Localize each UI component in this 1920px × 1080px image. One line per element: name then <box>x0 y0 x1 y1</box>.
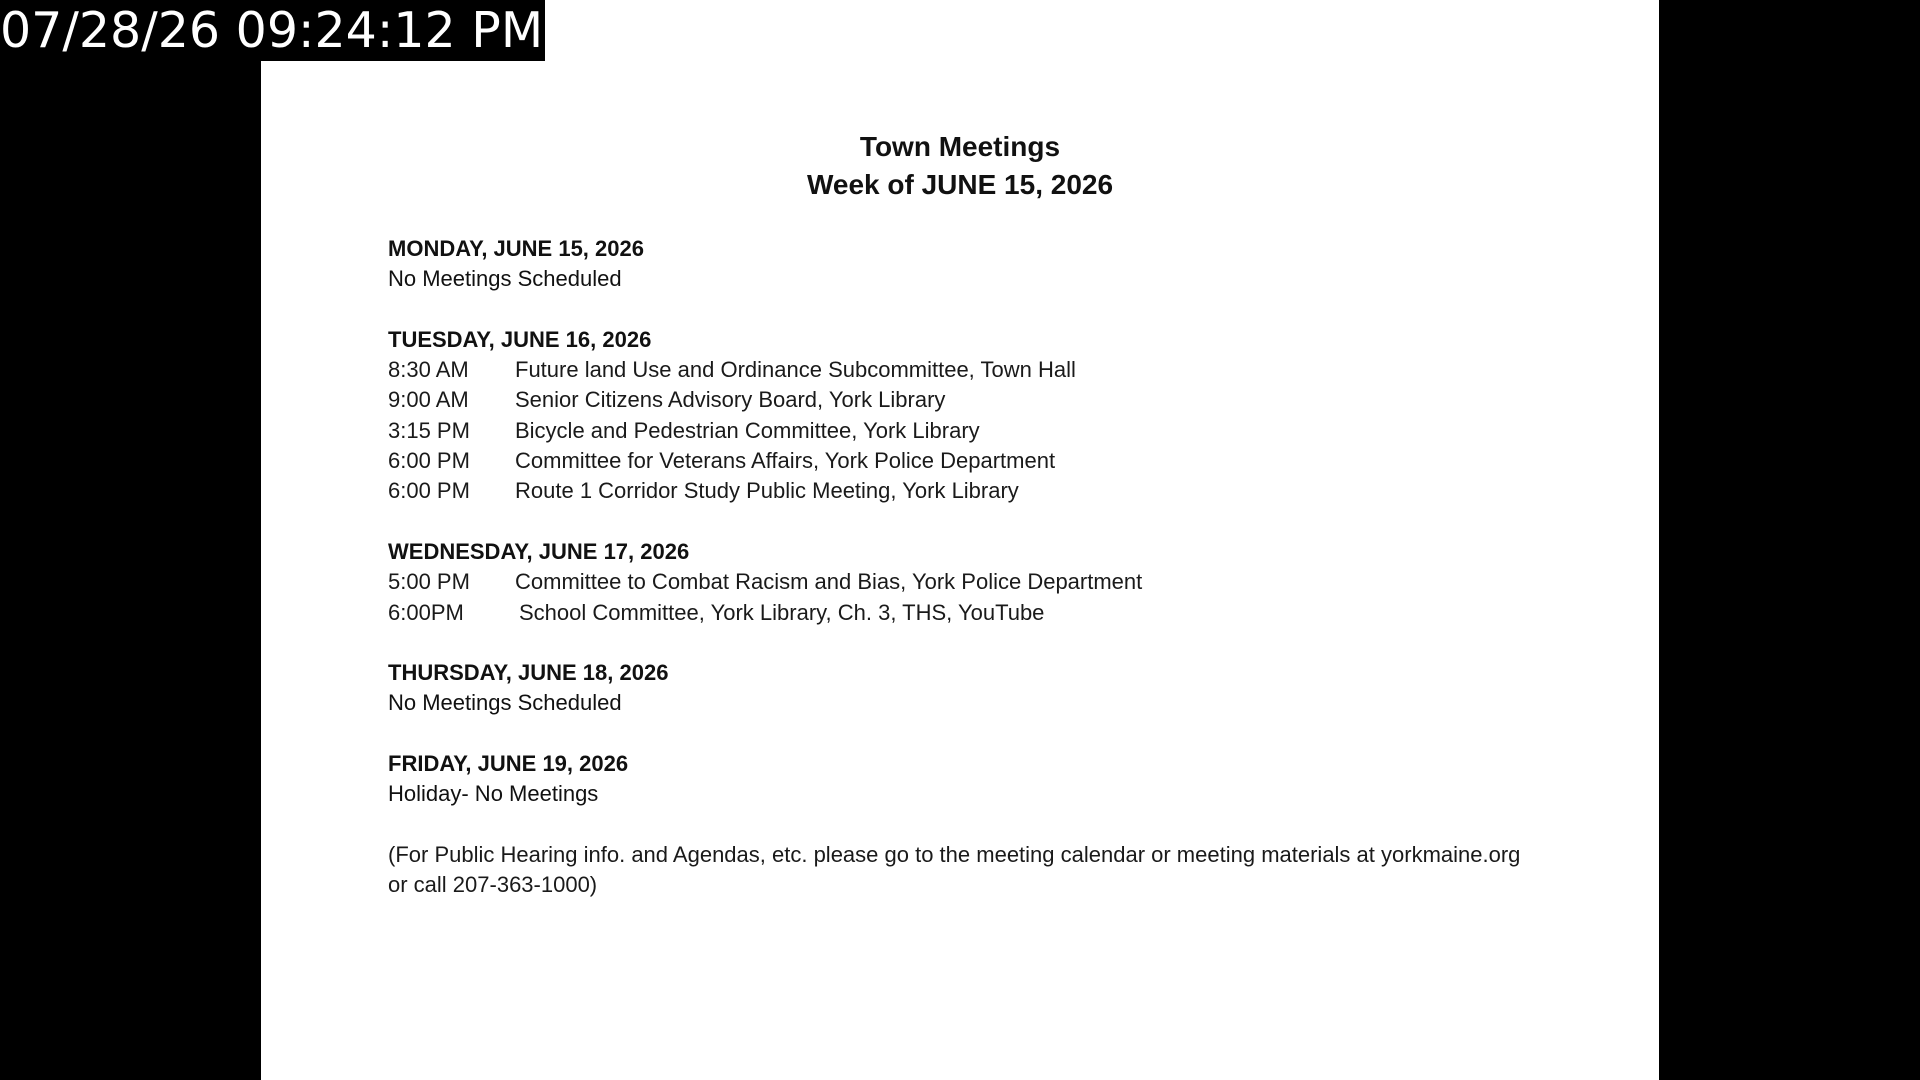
day-header: THURSDAY, JUNE 18, 2026 <box>388 660 669 686</box>
meeting-row <box>388 567 1568 597</box>
document-subtitle: Week of JUNE 15, 2026 <box>806 169 1114 200</box>
meeting-time: 5:00 PM <box>388 569 470 595</box>
timestamp-overlay: 07/28/26 09:24:12 PM <box>0 2 544 59</box>
meeting-row <box>388 446 1568 476</box>
meeting-description: Bicycle and Pedestrian Committee, York Library <box>515 417 980 443</box>
meeting-row <box>388 385 1568 415</box>
day-section-thursday <box>388 658 1568 719</box>
day-section-friday <box>388 749 1568 810</box>
meeting-time: 9:00 AM <box>388 387 469 413</box>
meeting-time: 6:00 PM <box>388 478 470 504</box>
day-section-wednesday <box>388 537 1568 628</box>
meeting-time: 6:00 PM <box>388 448 470 474</box>
day-note: Holiday- No Meetings <box>388 781 599 807</box>
day-header: FRIDAY, JUNE 19, 2026 <box>388 751 629 777</box>
meeting-time: 3:15 PM <box>388 417 470 443</box>
meeting-time: 8:30 AM <box>388 357 469 383</box>
document-page <box>261 0 1659 1080</box>
day-section-tuesday <box>388 325 1568 507</box>
meeting-description: Committee to Combat Racism and Bias, York Police Department <box>515 569 1143 595</box>
footer-line: (For Public Hearing info. and Agendas, etc. please go to the meeting calendar or meeting materials at yorkmaine.org <box>388 841 1521 867</box>
day-header: MONDAY, JUNE 15, 2026 <box>388 236 644 261</box>
meeting-time: 6:00PM <box>388 599 464 625</box>
day-header: WEDNESDAY, JUNE 17, 2026 <box>388 538 690 564</box>
meeting-row <box>388 416 1568 446</box>
meeting-description: Committee for Veterans Affairs, York Police Department <box>515 448 1056 474</box>
footer-note <box>388 840 1568 901</box>
meeting-row <box>388 598 1568 628</box>
meeting-description: School Committee, York Library, Ch. 3, THS, YouTube <box>519 599 1045 625</box>
day-note: No Meetings Scheduled <box>388 690 622 716</box>
meeting-description: Route 1 Corridor Study Public Meeting, York Library <box>515 478 1019 504</box>
meeting-description: Future land Use and Ordinance Subcommittee, Town Hall <box>515 357 1076 383</box>
meeting-row <box>388 476 1568 506</box>
day-header: TUESDAY, JUNE 16, 2026 <box>388 326 652 352</box>
footer-line: or call 207-363-1000) <box>388 872 598 898</box>
meeting-description: Senior Citizens Advisory Board, York Library <box>515 387 946 413</box>
document-title: Town Meetings <box>859 131 1061 162</box>
day-note: No Meetings Scheduled <box>388 266 622 292</box>
meeting-schedule <box>388 234 1568 901</box>
day-section-monday <box>388 234 1568 295</box>
meeting-row <box>388 355 1568 385</box>
